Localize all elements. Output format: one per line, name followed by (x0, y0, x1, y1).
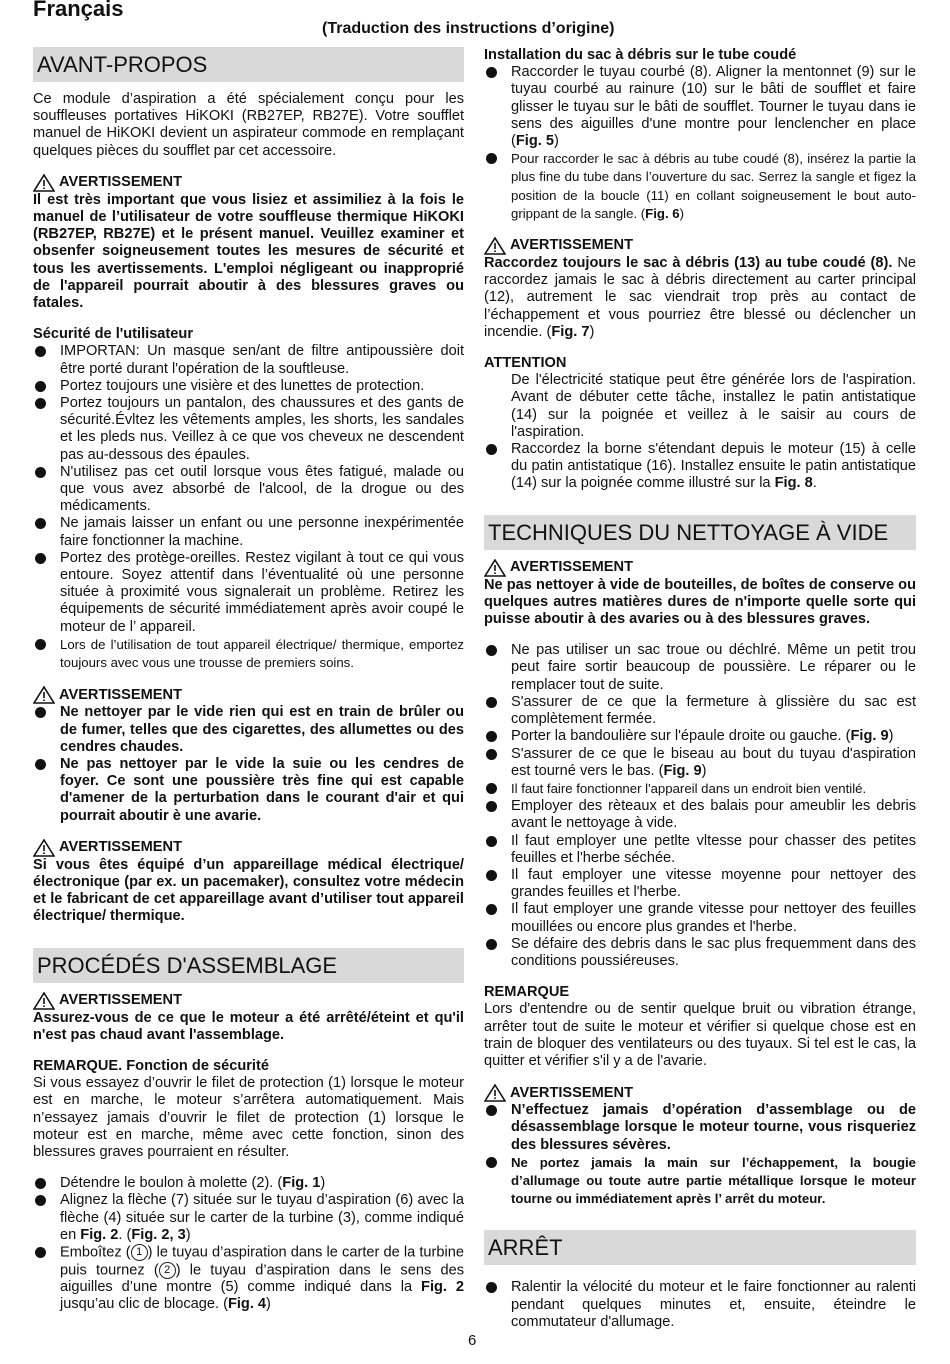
remarque-text: Lors d'entendre ou de sentir quelque bruit ou vibration étrange, arrêter tout de suite le moteur et vérifier si quelque chose est en train de bloquer des ventilateurs ou des tuyaux. Si tel est le cas, la quitter et vérifier s'il y a de l'avarie. (484, 1001, 916, 1069)
section-arret-title: ARRÊT (484, 1230, 916, 1265)
remarque-title: REMARQUE (484, 984, 570, 1001)
arret-list (484, 1279, 916, 1331)
warning-heading: AVERTISSEMENT (33, 839, 464, 857)
section-techniques-title: TECHNIQUES DU NETTOYAGE À VIDE (484, 515, 916, 550)
list-item: Lors de l’utilisation de tout appareil électrique/ thermique, emportez toujours avec vous une trousse de premiers soins. (33, 636, 464, 672)
warning-triangle-icon (484, 237, 506, 255)
remarque-text: Si vous essayez d’ouvrir le filet de protection (1) lorsque le moteur est en marche, le moteur s’arrêtera automatiquement. Mais n’essayez jamais d’ouvrir le filet de protection (1) lorsque le moteur est en marche, même avec cette fonction, sinon des blessures graves pourraient en résulter. (33, 1075, 464, 1160)
list-item: N’effectuez jamais d’opération d’assemblage ou de désassemblage lorsque le moteur tourne, vous risqueriez des blessures sévères. (484, 1102, 916, 1154)
list-item: Ne portez jamais la main sur l’échappement, la bougie d’allumage ou toute autre partie métallique lorsque le moteur tourne ou immédiatement après l’ arrêt du moteur. (484, 1154, 916, 1209)
list-item: Employer des rèteaux et des balais pour ameublir les debris avant le nettoyage à vide. (484, 798, 916, 832)
securite-list (33, 343, 464, 672)
securite-title: Sécurité de l'utilisateur (33, 326, 193, 343)
list-item: Portez des protège-oreilles. Restez vigilant à tout ce qui vous entoure. Soyez attentif dans l’éventualité où une personne située à proximité vous signalerait un problème. Retirez les équipements de sécurité immédiatement après avoir coupé le moteur de l’ appareil. (33, 550, 464, 636)
list-item: Ralentir la vélocité du moteur et le faire fonctionner au ralenti pendant quelques minutes et, ensuite, éteindre le commutateur d'allumage. (484, 1279, 916, 1331)
warning-triangle-icon (33, 992, 55, 1010)
warning-heading: AVERTISSEMENT (33, 992, 464, 1010)
list-item: Il faut employer une vitesse moyenne pour nettoyer des grandes feuilles et l'herbe. (484, 867, 916, 901)
warning-text: Ne pas nettoyer à vide de bouteilles, de boîtes de conserve ou quelques autres matières dures de n'importe quelle sorte qui puisse aboutir à des avaries ou à des blessures graves. (484, 576, 916, 628)
list-item: N'utilisez pas cet outil lorsque vous êtes fatigué, malade ou que vous avez absorbé de l'alcool, de la drogue ou des médicaments. (33, 464, 464, 516)
warning-heading: AVERTISSEMENT (484, 559, 916, 577)
section-avant-propos-title: AVANT-PROPOS (33, 47, 464, 82)
list-item: Ne pas utiliser un sac troue ou déchlré. Même un petit trou peut faire sortir beaucoup de poussière. Le réparer ou le remplacer tout de suite. (484, 642, 916, 694)
warning-heading: AVERTISSEMENT (484, 1084, 916, 1102)
warning-heading: AVERTISSEMENT (33, 174, 464, 192)
section-assemblage-title: PROCÉDÉS D'ASSEMBLAGE (33, 948, 464, 983)
attention-text: De l'électricité statique peut être générée lors de l'aspiration. Avant de débuter cette tâche, installez le patin antistatique (14) sur la poignée et veillez à le saisir au cours de l'aspiration. (511, 372, 916, 440)
list-item: Porter la bandoulière sur l'épaule droite ou gauche. (Fig. 9) (484, 728, 916, 745)
left-column (33, 47, 464, 1314)
warning-triangle-icon (33, 174, 55, 192)
list-item: Détendre le boulon à molette (2). (Fig. 1) (33, 1175, 464, 1192)
list-item: Portez toujours une visière et des lunettes de protection. (33, 378, 464, 395)
list-item: Il faut employer une grande vitesse pour nettoyer des feuilles mouillées ou encore plus grandes et l'herbe. (484, 901, 916, 935)
warning-text: Il est très important que vous lisiez et assimiliez à la fois le manuel de l’utilisateur de votre souffleuse thermique HiKOKI (RB27EP, RB27E) et le présent manuel. Veuillez examiner et obsenfer soigneusement toutes les mesures de sécurité et tous les avertissements. L'emploi négligeant ou inapproprié de l'appareil pourrait aboutir à des blessures graves ou fatales. (33, 191, 464, 312)
list-item: Ne pas nettoyer par le vide la suie ou les cendres de foyer. Ce sont une poussière très fine qui est capable d'amener de la perturbation dans le courant d'air et qui pourrait aboutir è une avarie. (33, 756, 464, 825)
warning-text: Assurez-vous de ce que le moteur a été arrêté/éteint et qu'il n'est pas chaud avant l'assemblage. (33, 1009, 464, 1043)
list-item: Pour raccorder le sac à débris au tube coudé (8), insérez la partie la plus fine du tube dans l’ouverture du sac. Serrez la sangle et figez la position de la boucle (11) en collant soigneusement le bout auto-grippant de la sangle. (Fig. 6) (484, 150, 916, 223)
warning-heading: AVERTISSEMENT (484, 237, 916, 255)
list-item: Portez toujours un pantalon, des chaussures et des gants de sécurité.Évltez les vêtements amples, les shorts, les sandales et les pleds nus. Veillez à ce que vos cheveux ne descendent pas au-dessous des épaules. (33, 395, 464, 464)
list-item: Raccorder le tuyau courbé (8). Aligner la mentonnet (9) sur le tuyau courbé au rainure (10) sur le bâti de soufflet et faire glisser le tuyau sur le bâti de soufflet. Tourner le tuyau dans ie sens des aiguilles d'une montre pour lenclencher en place (Fig. 5) (484, 64, 916, 150)
warning-triangle-icon (484, 559, 506, 577)
techniques-list (484, 642, 916, 970)
page-number: 6 (468, 1332, 477, 1349)
list-item: Se défaire des debris dans le sac plus frequemment dans des conditions poussiéreuses. (484, 936, 916, 970)
circled-number: 1 (131, 1244, 148, 1261)
warning-list (484, 1102, 916, 1208)
attention-list (484, 441, 916, 493)
list-item: S'assurer de ce que le biseau au bout du tuyau d'aspiration est tourné vers le bas. (Fig. 9) (484, 746, 916, 780)
warning-text: Si vous êtes équipé d’un appareillage médical électrique/ électronique (par ex. un pacemaker), consultez votre médecin et le fabricant de cet appareillage avant d’utiliser tout appareil électrique/ thermique. (33, 856, 464, 925)
warning-text: Raccordez toujours le sac à débris (13) au tube coudé (8). Ne raccordez jamais le sac à débris directement au carter principal (12), autrement le sac viendrait trop près au contact de l’échappement et vous pourriez être blessé ou déclencher un incendie. (Fig. 7) (484, 255, 916, 340)
list-item: Raccordez la borne s'étendant depuis le moteur (15) à celle du patin antistatique (16). Installez ensuite le patin antistatique (14) sur la poignée comme illustré sur la Fig. 8. (484, 441, 916, 493)
list-item: Il faut employer une petlte vltesse pour chasser des petites feuilles et l'herbe séchée. (484, 833, 916, 867)
list-item: IMPORTAN: Un masque sen/ant de filtre antipoussière doit être porté durant l'opération de la souftleuse. (33, 343, 464, 377)
warning-list (33, 704, 464, 824)
circled-number: 2 (159, 1262, 176, 1279)
warning-heading: AVERTISSEMENT (33, 686, 464, 704)
attention-title: ATTENTION (484, 355, 567, 372)
warning-triangle-icon (33, 686, 55, 704)
right-column (484, 47, 916, 1331)
remarque-title: REMARQUE. Fonction de sécurité (33, 1057, 269, 1074)
page-subtitle: (Traduction des instructions d’origine) (322, 20, 615, 37)
list-item: S'assurer de ce que la fermeture à glissière du sac est complètement fermée. (484, 694, 916, 728)
installation-title: Installation du sac à débris sur le tube coudé (484, 47, 797, 63)
assembly-steps (33, 1175, 464, 1313)
installation-list (484, 64, 916, 223)
avant-propos-intro: Ce module d’aspiration a été spécialement conçu pour les souffleuses portatives HiKOKI (RB27EP, RB27E). Votre soufflet manuel de HiKOKI devient un aspirateur commode en remplaçant quelques pièces du soufflet par cet accessoire. (33, 91, 464, 159)
list-item: Ne nettoyer par le vide rien qui est en train de brûler ou de fumer, telles que des cigarettes, des allumettes ou des cendres chaudes. (33, 704, 464, 756)
list-item: Emboîtez ( 1 ) le tuyau d’aspiration dans le carter de la turbine puis tournez ( 2 ) le tuyau d’aspiration dans le sens des aiguilles d’une montre (5) comme indiqué dans la Fig. 2 jusqu’au clic de blocage. (Fig. 4) (33, 1244, 464, 1314)
warning-triangle-icon (484, 1084, 506, 1102)
list-item: Alignez la flèche (7) située sur le tuyau d’aspiration (6) avec la flèche (4) située sur le carter de la turbine (3), comme indiqué en Fig. 2. (Fig. 2, 3) (33, 1192, 464, 1244)
list-item: Ne jamais laisser un enfant ou une personne inexpérimentée faire fonctionner la machine. (33, 515, 464, 549)
list-item: Il faut faire fonctionner l'appareil dans un endroit bien ventilé. (484, 780, 916, 798)
warning-triangle-icon (33, 839, 55, 857)
page-language: Français (33, 0, 124, 21)
